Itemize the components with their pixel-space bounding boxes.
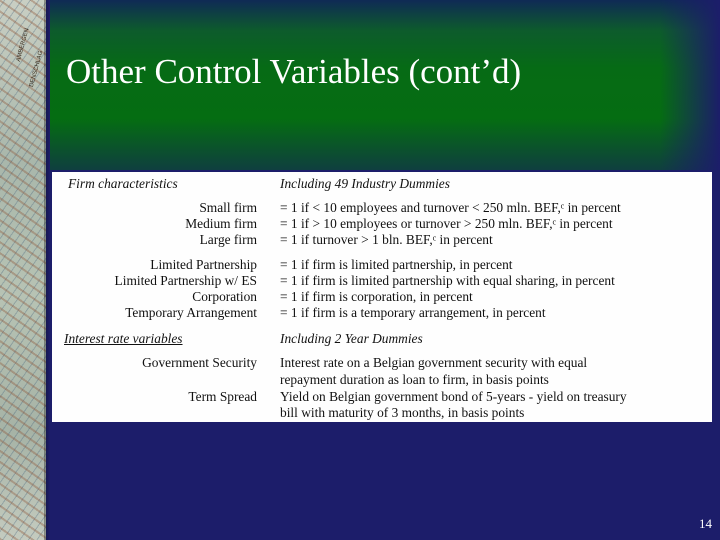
row-desc-medium-firm: = 1 if > 10 employees or turnover > 250 mln. BEF,ᶜ in percent xyxy=(280,216,613,231)
section-header-interest: Interest rate variables xyxy=(64,331,183,346)
row-desc-limited-partnership-es: = 1 if firm is limited partnership with equal sharing, in percent xyxy=(280,273,615,288)
slide-title: Other Control Variables (cont’d) xyxy=(66,52,522,91)
row-label-corporation: Corporation xyxy=(192,289,257,304)
row-label-limited-partnership: Limited Partnership xyxy=(150,257,257,272)
title-band-fade xyxy=(660,0,720,170)
row-desc-large-firm: = 1 if turnover > 1 bln. BEF,ᶜ in percent xyxy=(280,232,493,247)
row-label-small-firm: Small firm xyxy=(199,200,257,215)
row-label-government-security: Government Security xyxy=(142,355,257,370)
row-label-temporary-arrangement: Temporary Arrangement xyxy=(125,305,257,320)
variables-table xyxy=(52,172,712,422)
row-desc-term-spread-line1: Yield on Belgian government bond of 5-years - yield on treasury xyxy=(280,389,627,404)
section-header-firm: Firm characteristics xyxy=(68,176,178,191)
row-desc-temporary-arrangement: = 1 if firm is a temporary arrangement, in percent xyxy=(280,305,546,320)
row-desc-limited-partnership: = 1 if firm is limited partnership, in percent xyxy=(280,257,513,272)
row-desc-small-firm: = 1 if < 10 employees and turnover < 250 mln. BEF,ᶜ in percent xyxy=(280,200,621,215)
row-label-medium-firm: Medium firm xyxy=(185,216,257,231)
map-decoration xyxy=(0,0,46,540)
section-note-industry: Including 49 Industry Dummies xyxy=(280,176,450,191)
row-desc-government-security-line1: Interest rate on a Belgian government security with equal xyxy=(280,355,588,370)
map-label: AMBERGEN xyxy=(15,27,31,63)
page-number: 14 xyxy=(699,516,712,531)
map-label: DENSCHLAG xyxy=(28,50,45,88)
row-desc-term-spread-line2: bill with maturity of 3 months, in basis points xyxy=(280,405,525,420)
row-label-large-firm: Large firm xyxy=(199,232,257,247)
row-label-limited-partnership-es: Limited Partnership w/ ES xyxy=(114,273,257,288)
row-desc-government-security-line2: repayment duration as loan to firm, in basis points xyxy=(280,372,549,387)
row-desc-corporation: = 1 if firm is corporation, in percent xyxy=(280,289,473,304)
row-label-term-spread: Term Spread xyxy=(188,389,257,404)
section-note-year: Including 2 Year Dummies xyxy=(280,331,423,346)
